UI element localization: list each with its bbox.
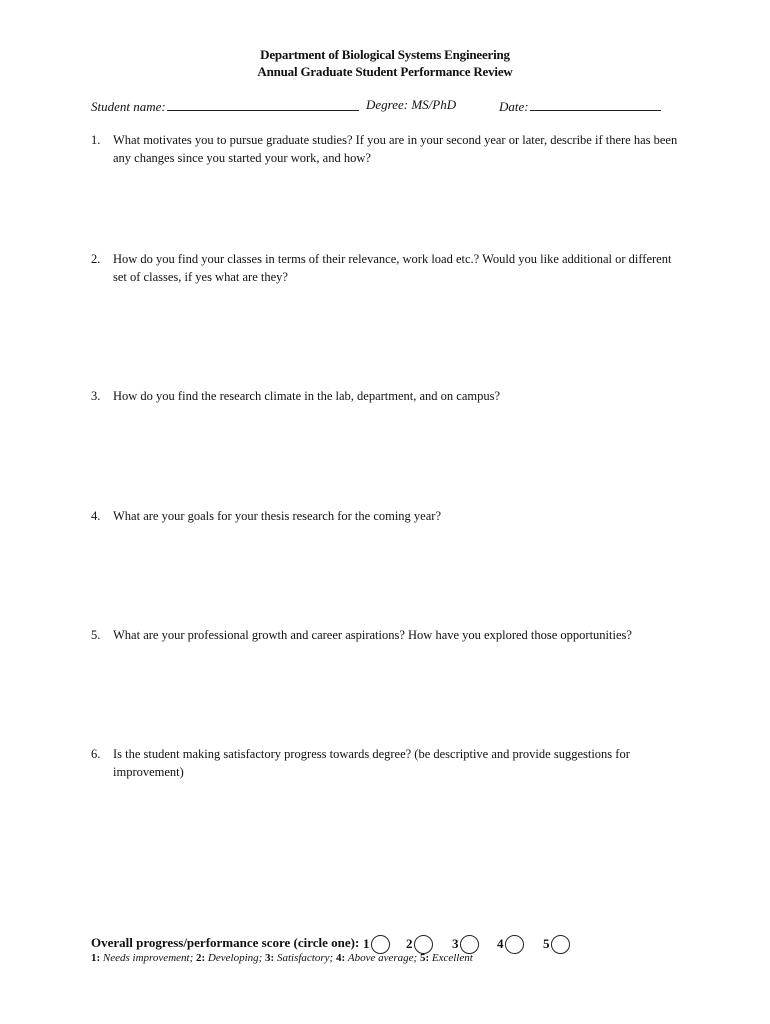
question-number: 4. — [91, 509, 101, 523]
score-option-4[interactable] — [497, 932, 524, 956]
form-title: Annual Graduate Student Performance Review — [257, 64, 513, 79]
score-circle[interactable] — [414, 935, 433, 954]
score-legend — [91, 952, 473, 964]
date-label: Date: — [499, 99, 529, 114]
legend-num: 3: — [265, 952, 275, 964]
legend-text: Excellent — [431, 952, 473, 964]
question-text: What motivates you to pursue graduate studies? If you are in your second year or later, describe if there has been any changes since you started your work, and how? — [113, 133, 678, 165]
score-option-5[interactable] — [543, 932, 570, 956]
legend-num: 2: — [196, 952, 206, 964]
legend-num: 5: — [419, 952, 430, 964]
question-number: 3. — [91, 389, 101, 403]
date-field[interactable] — [499, 97, 661, 115]
score-circle[interactable] — [371, 935, 390, 954]
legend-text: Needs improvement; — [102, 952, 194, 964]
legend-text: Satisfactory; — [276, 952, 334, 964]
student-name-field[interactable] — [91, 97, 359, 115]
question-text: How do you find your classes in terms of their relevance, work load etc.? Would you like additional or different set of classes, if yes what are they? — [113, 252, 672, 284]
score-digit: 3 — [452, 936, 459, 951]
score-circle[interactable] — [505, 935, 524, 954]
legend-text: Above average; — [347, 952, 418, 964]
form-header — [0, 46, 770, 80]
score-digit: 4 — [497, 936, 504, 951]
question-number: 1. — [91, 133, 101, 147]
legend-num: 1: — [91, 952, 101, 964]
score-digit: 1 — [363, 936, 370, 951]
score-circle[interactable] — [460, 935, 479, 954]
question-number: 5. — [91, 628, 101, 642]
question-text: What are your professional growth and career aspirations? How have you explored those opportunities? — [113, 628, 632, 642]
question-text: Is the student making satisfactory progress towards degree? (be descriptive and provide suggestions for improvement) — [113, 747, 630, 779]
overall-score-label: Overall progress/performance score (circle one): — [91, 935, 360, 950]
question-text: How do you find the research climate in the lab, department, and on campus? — [113, 389, 501, 403]
student-name-label: Student name: — [91, 99, 166, 114]
question-number: 6. — [91, 747, 101, 761]
question-number: 2. — [91, 252, 101, 266]
score-circle[interactable] — [551, 935, 570, 954]
student-name-blank[interactable] — [167, 97, 359, 111]
legend-text: Developing; — [207, 952, 263, 964]
question-text: What are your goals for your thesis research for the coming year? — [113, 509, 441, 523]
date-blank[interactable] — [530, 97, 661, 111]
degree-label: Degree: MS/PhD — [366, 97, 457, 112]
score-digit: 2 — [406, 936, 413, 951]
legend-num: 4: — [335, 952, 346, 964]
score-digit: 5 — [543, 936, 550, 951]
department-title: Department of Biological Systems Engineering — [260, 47, 510, 62]
